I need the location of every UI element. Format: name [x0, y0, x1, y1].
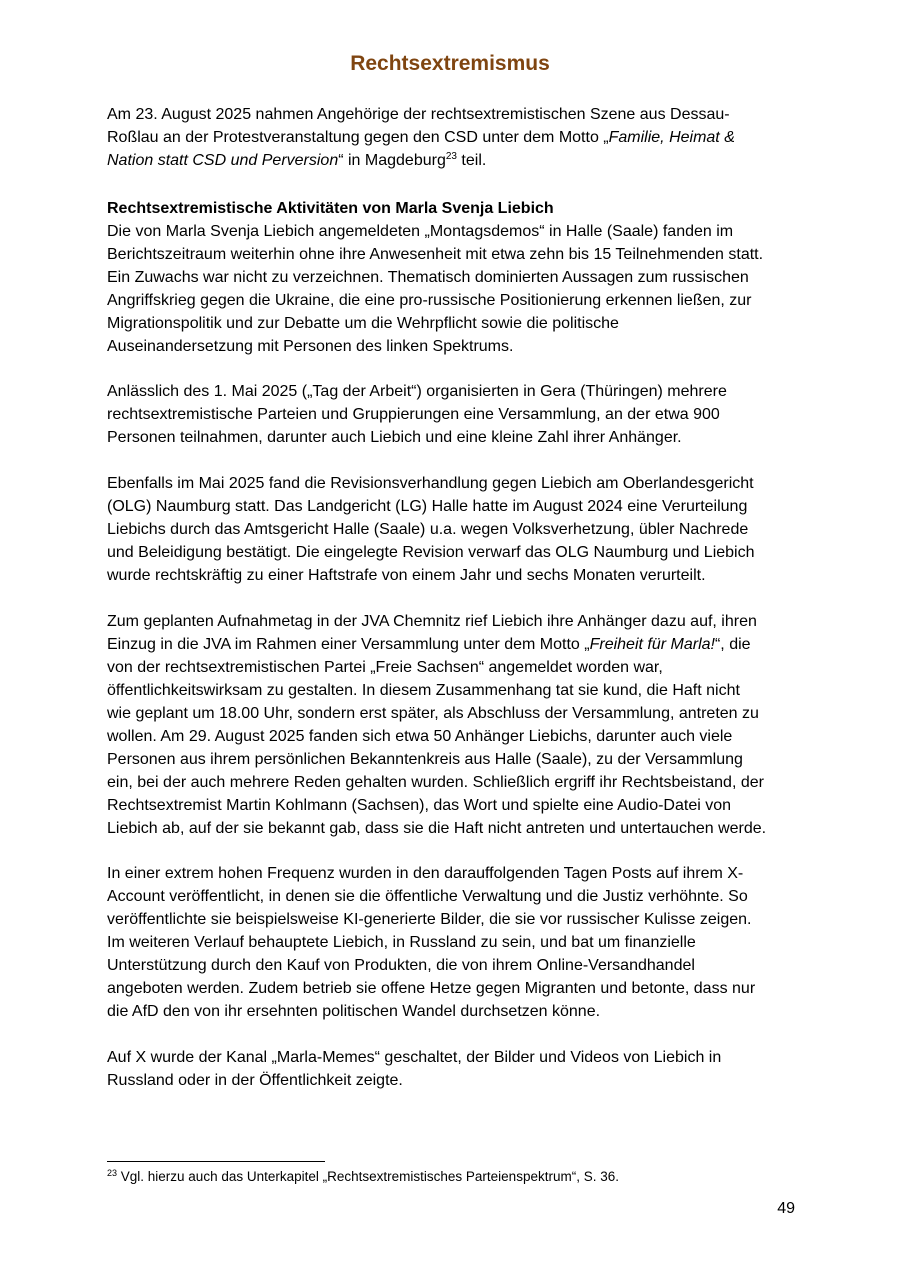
- text-line: wurde rechtskräftig zu einer Haftstrafe von einem Jahr und sechs Monaten verurteilt.: [107, 567, 706, 584]
- text-line: Berichtszeitraum weiterhin ohne ihre Anwesenheit mit etwa zehn bis 15 Teilnehmenden statt.: [107, 246, 764, 263]
- paragraph-jva-chemnitz: [107, 610, 797, 840]
- text-line: Auseinandersetzung mit Personen des linken Spektrums.: [107, 338, 514, 355]
- page-number: 49: [777, 1200, 795, 1217]
- text-line: [107, 126, 797, 149]
- page-title: Rechtsextremismus: [350, 52, 550, 75]
- text-line: Zum geplanten Aufnahmetag in der JVA Chemnitz rief Liebich ihre Anhänger dazu auf, ihren: [107, 613, 757, 630]
- text-line: Anlässlich des 1. Mai 2025 („Tag der Arbeit“) organisierten in Gera (Thüringen) mehrere: [107, 383, 727, 400]
- paragraph-x-account: [107, 862, 797, 1023]
- footnote-marker: 23: [107, 1168, 118, 1178]
- text-line: die AfD den von ihr ersehnten politischen Wandel durchsetzen könne.: [107, 1003, 601, 1020]
- paragraph-may-day: [107, 380, 797, 449]
- footnote-text: Vgl. hierzu auch das Unterkapitel „Rechtsextremistisches Parteienspektrum“, S. 36.: [117, 1169, 619, 1184]
- motto-italic: Freiheit für Marla!: [589, 636, 715, 653]
- text-run: Einzug in die JVA im Rahmen einer Versammlung unter dem Motto „: [107, 636, 590, 653]
- text-line: [107, 149, 797, 172]
- text-line: Die von Marla Svenja Liebich angemeldeten „Montagsdemos“ in Halle (Saale) fanden im: [107, 223, 734, 240]
- text-line: wollen. Am 29. August 2025 fanden sich etwa 50 Anhänger Liebichs, darunter auch viele: [107, 728, 733, 745]
- text-run: teil.: [456, 152, 487, 169]
- text-run: “, die: [714, 636, 751, 653]
- text-line: Unterstützung durch den Kauf von Produkten, die von ihrem Online-Versandhandel: [107, 957, 695, 974]
- text-line: Migrationspolitik und zur Debatte um die Wehrpflicht sowie die politische: [107, 315, 619, 332]
- footnote: [107, 1168, 619, 1186]
- text-line: öffentlichkeitswirksam zu gestalten. In diesem Zusammenhang tat sie kund, die Haft nicht: [107, 682, 740, 699]
- text-line: Account veröffentlicht, in denen sie die öffentliche Verwaltung und die Justiz verhöhnte. So: [107, 888, 748, 905]
- text-line: [107, 633, 797, 656]
- footnote-reference: 23: [445, 151, 457, 162]
- footnote-separator: [107, 1161, 325, 1162]
- text-line: veröffentlichte sie beispielsweise KI-generierte Bilder, die sie vor russischer Kulisse zeigen.: [107, 911, 752, 928]
- text-line: Auf X wurde der Kanal „Marla-Memes“ geschaltet, der Bilder und Videos von Liebich in: [107, 1049, 722, 1066]
- paragraph-csd-protest: [107, 103, 797, 172]
- text-line: Im weiteren Verlauf behauptete Liebich, in Russland zu sein, und bat um finanzielle: [107, 934, 696, 951]
- text-line: Liebich ab, auf der sie bekannt gab, dass sie die Haft nicht antreten und untertauchen werde.: [107, 820, 767, 837]
- paragraph-revision: [107, 472, 797, 587]
- text-line: und Beleidigung bestätigt. Die eingelegte Revision verwarf das OLG Naumburg und Liebich: [107, 544, 755, 561]
- text-run: Roßlau an der Protestveranstaltung gegen den CSD unter dem Motto „: [107, 129, 609, 146]
- text-line: Ebenfalls im Mai 2025 fand die Revisionsverhandlung gegen Liebich am Oberlandesgericht: [107, 475, 754, 492]
- text-line: wie geplant um 18.00 Uhr, sondern erst später, als Abschluss der Versammlung, antreten zu: [107, 705, 759, 722]
- text-line: Am 23. August 2025 nahmen Angehörige der rechtsextremistischen Szene aus Dessau-: [107, 106, 730, 123]
- text-line: Rechtsextremist Martin Kohlmann (Sachsen), das Wort und spielte eine Audio-Datei von: [107, 797, 732, 814]
- text-run: “ in Magdeburg: [338, 152, 446, 169]
- text-line: Russland oder in der Öffentlichkeit zeigte.: [107, 1072, 403, 1089]
- text-line: Personen aus ihrem persönlichen Bekanntenkreis aus Halle (Saale), zu der Versammlung: [107, 751, 743, 768]
- text-line: ein, bei der auch mehrere Reden gehalten wurden. Schließlich ergriff ihr Rechtsbeistand, der: [107, 774, 764, 791]
- motto-italic: Nation statt CSD und Perversion: [107, 152, 339, 169]
- text-line: Personen teilnahmen, darunter auch Liebich und eine kleine Zahl ihrer Anhänger.: [107, 429, 682, 446]
- paragraph-marla-memes: [107, 1046, 797, 1092]
- text-line: (OLG) Naumburg statt. Das Landgericht (LG) Halle hatte im August 2024 eine Verurteilung: [107, 498, 748, 515]
- text-line: In einer extrem hohen Frequenz wurden in den darauffolgenden Tagen Posts auf ihrem X-: [107, 865, 744, 882]
- motto-italic: Familie, Heimat &: [608, 129, 735, 146]
- text-line: Angriffskrieg gegen die Ukraine, die eine pro-russische Positionierung erkennen ließen, zur: [107, 292, 752, 309]
- section-liebich: [107, 197, 797, 358]
- text-line: angeboten werden. Zudem betrieb sie offene Hetze gegen Migranten und betonte, dass nur: [107, 980, 756, 997]
- section-heading: Rechtsextremistische Aktivitäten von Marla Svenja Liebich: [107, 200, 554, 217]
- text-line: Ein Zuwachs war nicht zu verzeichnen. Thematisch dominierten Aussagen zum russischen: [107, 269, 749, 286]
- text-line: Liebichs durch das Amtsgericht Halle (Saale) u.a. wegen Volksverhetzung, übler Nachrede: [107, 521, 749, 538]
- text-line: von der rechtsextremistischen Partei „Freie Sachsen“ angemeldet worden war,: [107, 659, 663, 676]
- text-line: rechtsextremistische Parteien und Gruppierungen eine Versammlung, an der etwa 900: [107, 406, 720, 423]
